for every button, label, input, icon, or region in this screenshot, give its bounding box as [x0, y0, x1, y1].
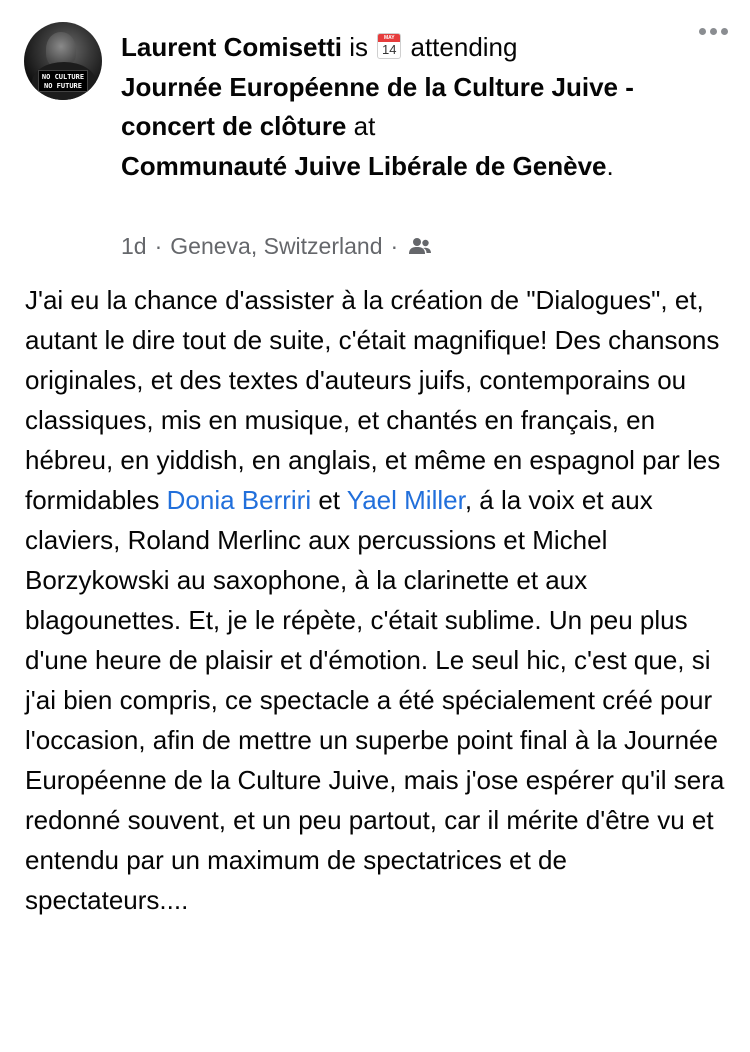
mention-yael-miller[interactable]: Yael Miller	[346, 485, 465, 515]
post-location[interactable]: Geneva, Switzerland	[170, 233, 383, 259]
body-text-2: et	[311, 485, 347, 515]
calendar-day: 14	[382, 42, 397, 57]
attending-word: attending	[403, 32, 518, 62]
body-text-3: , á la voix et aux claviers, Roland Merlinc aux percussions et Michel Borzykowski au saxophone, à la clarinette et aux blagounettes. Et, je le répète, c'était sublime. Un peu plus d'une heure de plaisir et d'émotion. Le seul hic, c'est que, si j'ai bien compris, ce spectacle a été spécialement créé pour l'occasion, afin de mettre un superbe point final à la Journée Européenne de la Culture Juive, mais j'ose espérer qu'il sera redonné souvent, et un peu partout, car il mérite d'être vu et entendu par un maximum de spectatrices et de spectateurs....	[25, 485, 725, 915]
venue-name[interactable]: Communauté Juive Libérale de Genève	[121, 150, 607, 181]
more-dot	[699, 28, 706, 35]
header-period: .	[606, 150, 614, 181]
is-word: is	[342, 32, 376, 62]
more-dot	[710, 28, 717, 35]
avatar-sign	[38, 70, 88, 92]
event-name[interactable]: Journée Européenne de la Culture Juive - concert de clôture	[121, 71, 634, 141]
calendar-month: MAY	[378, 34, 400, 42]
post-time[interactable]: 1d	[121, 233, 147, 259]
author-name[interactable]: Laurent Comisetti	[121, 32, 343, 62]
avatar-sign-line-2: NO FUTURE	[44, 82, 82, 90]
meta-separator: ·	[154, 233, 163, 259]
mention-donia-berriri[interactable]: Donia Berriri	[166, 485, 312, 515]
post-meta	[121, 230, 432, 262]
body-text-1: J'ai eu la chance d'assister à la création de "Dialogues", et, autant le dire tout de suite, c'était magnifique! Des chansons originales, et des textes d'auteurs juifs, contemporains ou classiques, mis en musique, et chantés en français, en hébreu, en yiddish, en anglais, et même en espagnol par les formidables	[25, 285, 721, 515]
author-avatar[interactable]	[24, 22, 102, 100]
more-dot	[721, 28, 728, 35]
friends-icon[interactable]	[408, 237, 432, 255]
post-header	[121, 28, 641, 186]
more-options-icon[interactable]	[699, 28, 728, 35]
at-word: at	[346, 111, 376, 141]
calendar-icon	[377, 33, 401, 59]
avatar-sign-line-1: NO CULTURE	[41, 73, 85, 81]
meta-separator: ·	[390, 233, 399, 259]
post-body	[25, 280, 730, 920]
